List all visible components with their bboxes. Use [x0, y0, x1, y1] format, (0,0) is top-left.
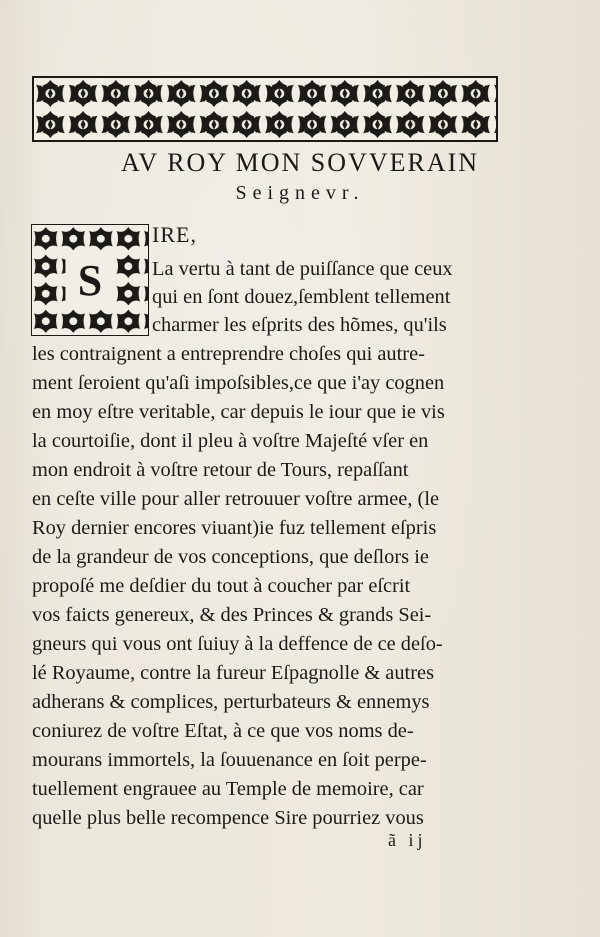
text-line: de la grandeur de vos conceptions, que deſlors ie — [32, 546, 429, 568]
text-line: La vertu à tant de puiſſance que ceux — [152, 258, 453, 280]
text-line: charmer les eſprits des hõmes, qu'ils — [152, 314, 447, 336]
text-line: tuellement engrauee au Temple de memoire, car — [32, 778, 424, 800]
text-line: quelle plus belle recompence Sire pourriez vous — [32, 807, 424, 829]
text-line: en moy eſtre veritable, car depuis le iour que ie vis — [32, 401, 445, 423]
signature-mark: ã ij — [388, 830, 427, 850]
text-line: propoſé me deſdier du tout à coucher par eſcrit — [32, 575, 411, 597]
text-line: Roy dernier encores viuant)ie fuz tellement eſpris — [32, 517, 437, 539]
decorated-initial — [31, 224, 149, 336]
text-line: les contraignent a entreprendre choſes qui autre- — [32, 343, 425, 365]
text-line: adherans & complices, perturbateurs & ennemys — [32, 691, 430, 713]
text-line: gneurs qui vous ont ſuiuy à la deffence de ce deſo- — [32, 633, 443, 655]
dedication-subtitle: Seignevr. — [235, 182, 365, 204]
floral-ornament-icon — [34, 78, 496, 140]
salutation-text: IRE, — [152, 222, 197, 247]
text-line: qui en ſont douez,ſemblent tellement — [152, 286, 451, 308]
text-line: mon endroit à voſtre retour de Tours, repaſſant — [32, 459, 409, 481]
text-line: en ceſte ville pour aller retrouuer voſtre armee, (le — [32, 488, 440, 510]
text-line: la courtoiſie, dont il pleu à voſtre Majeſté vſer en — [32, 430, 429, 452]
text-line: mourans immortels, la ſouuenance en ſoit perpe- — [32, 749, 427, 771]
text-line: lé Royaume, contre la fureur Eſpagnolle & autres — [32, 662, 434, 684]
text-line: coniurez de voſtre Eſtat, à ce que vos noms de- — [32, 720, 414, 742]
ornamental-headpiece — [32, 76, 498, 142]
drop-cap-letter: S — [77, 255, 103, 305]
text-line: ment ſeroient qu'aſi impoſsibles,ce que i'ay cognen — [32, 372, 445, 394]
text-line: vos faicts genereux, & des Princes & grands Sei- — [32, 604, 432, 626]
dedication-title: AV ROY MON SOVVERAIN — [120, 148, 480, 177]
